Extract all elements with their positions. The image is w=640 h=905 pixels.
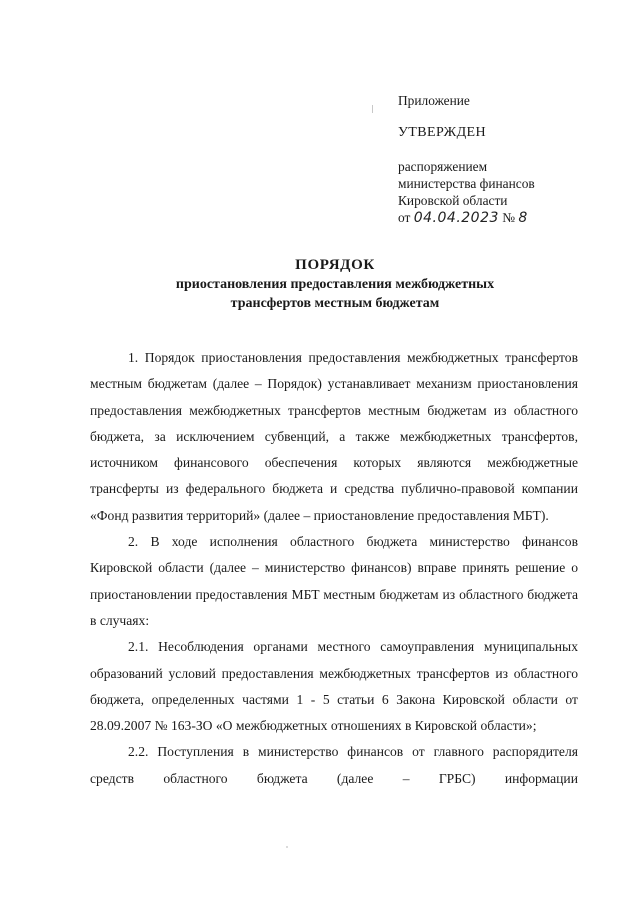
handwritten-number: 8 bbox=[518, 210, 528, 226]
paragraph-2: 2. В ходе исполнения областного бюджета министерство финансов Кировской области (далее – министерство финансов) вправе принять решение о приостановлении предоставления МБТ местным бюджетам из областного бюджета в случаях: bbox=[90, 534, 578, 628]
document-title bbox=[120, 256, 550, 313]
approved-label: УТВЕРЖДЕН bbox=[398, 125, 487, 140]
paragraph-1: 1. Порядок приостановления предоставления межбюджетных трансфертов местным бюджетам (далее – Порядок) устанавливает механизм приостановления предоставления межбюджетных трансфертов местным бюджетам из областного бюджета, за исключением субвенций, а также межбюджетных трансфертов, источником финансового обеспечения которых являются межбюджетные трансферты из федерального бюджета и средства публично-правовой компании «Фонд развития территорий» (далее – приостановление предоставления МБТ). bbox=[90, 350, 578, 523]
title-main: ПОРЯДОК bbox=[295, 257, 375, 273]
approval-line-3: Кировской области bbox=[398, 193, 508, 208]
number-prefix: № bbox=[502, 210, 516, 225]
scan-artifact-mark bbox=[372, 105, 373, 113]
date-prefix: от bbox=[398, 210, 411, 225]
paragraph-2-1: 2.1. Несоблюдения органами местного самоуправления муниципальных образований условий предоставления межбюджетных трансфертов из областного бюджета, определенных частями 1 - 5 статьи 6 Закона Кировской области от 28.09.2007 № 163-ЗО «О межбюджетных отношениях в Кировской области»; bbox=[90, 639, 578, 734]
appendix-label: Приложение bbox=[398, 93, 470, 108]
approval-line-1: распоряжением bbox=[398, 159, 488, 174]
approval-block bbox=[398, 92, 618, 227]
paragraph-2-2: 2.2. Поступления в министерство финансов от главного распорядителя средств областного бюджета (далее – ГРБС) информации bbox=[90, 744, 578, 786]
approval-date-line bbox=[398, 209, 618, 227]
approval-line-2: министерства финансов bbox=[398, 176, 535, 191]
document-body bbox=[90, 345, 578, 792]
scan-artifact-dot bbox=[286, 846, 288, 848]
handwritten-date: 04.04.2023 bbox=[413, 210, 499, 226]
title-subtitle-line-1: приостановления предоставления межбюджетных bbox=[175, 277, 495, 292]
title-subtitle-line-2: трансфертов местным бюджетам bbox=[230, 296, 440, 311]
